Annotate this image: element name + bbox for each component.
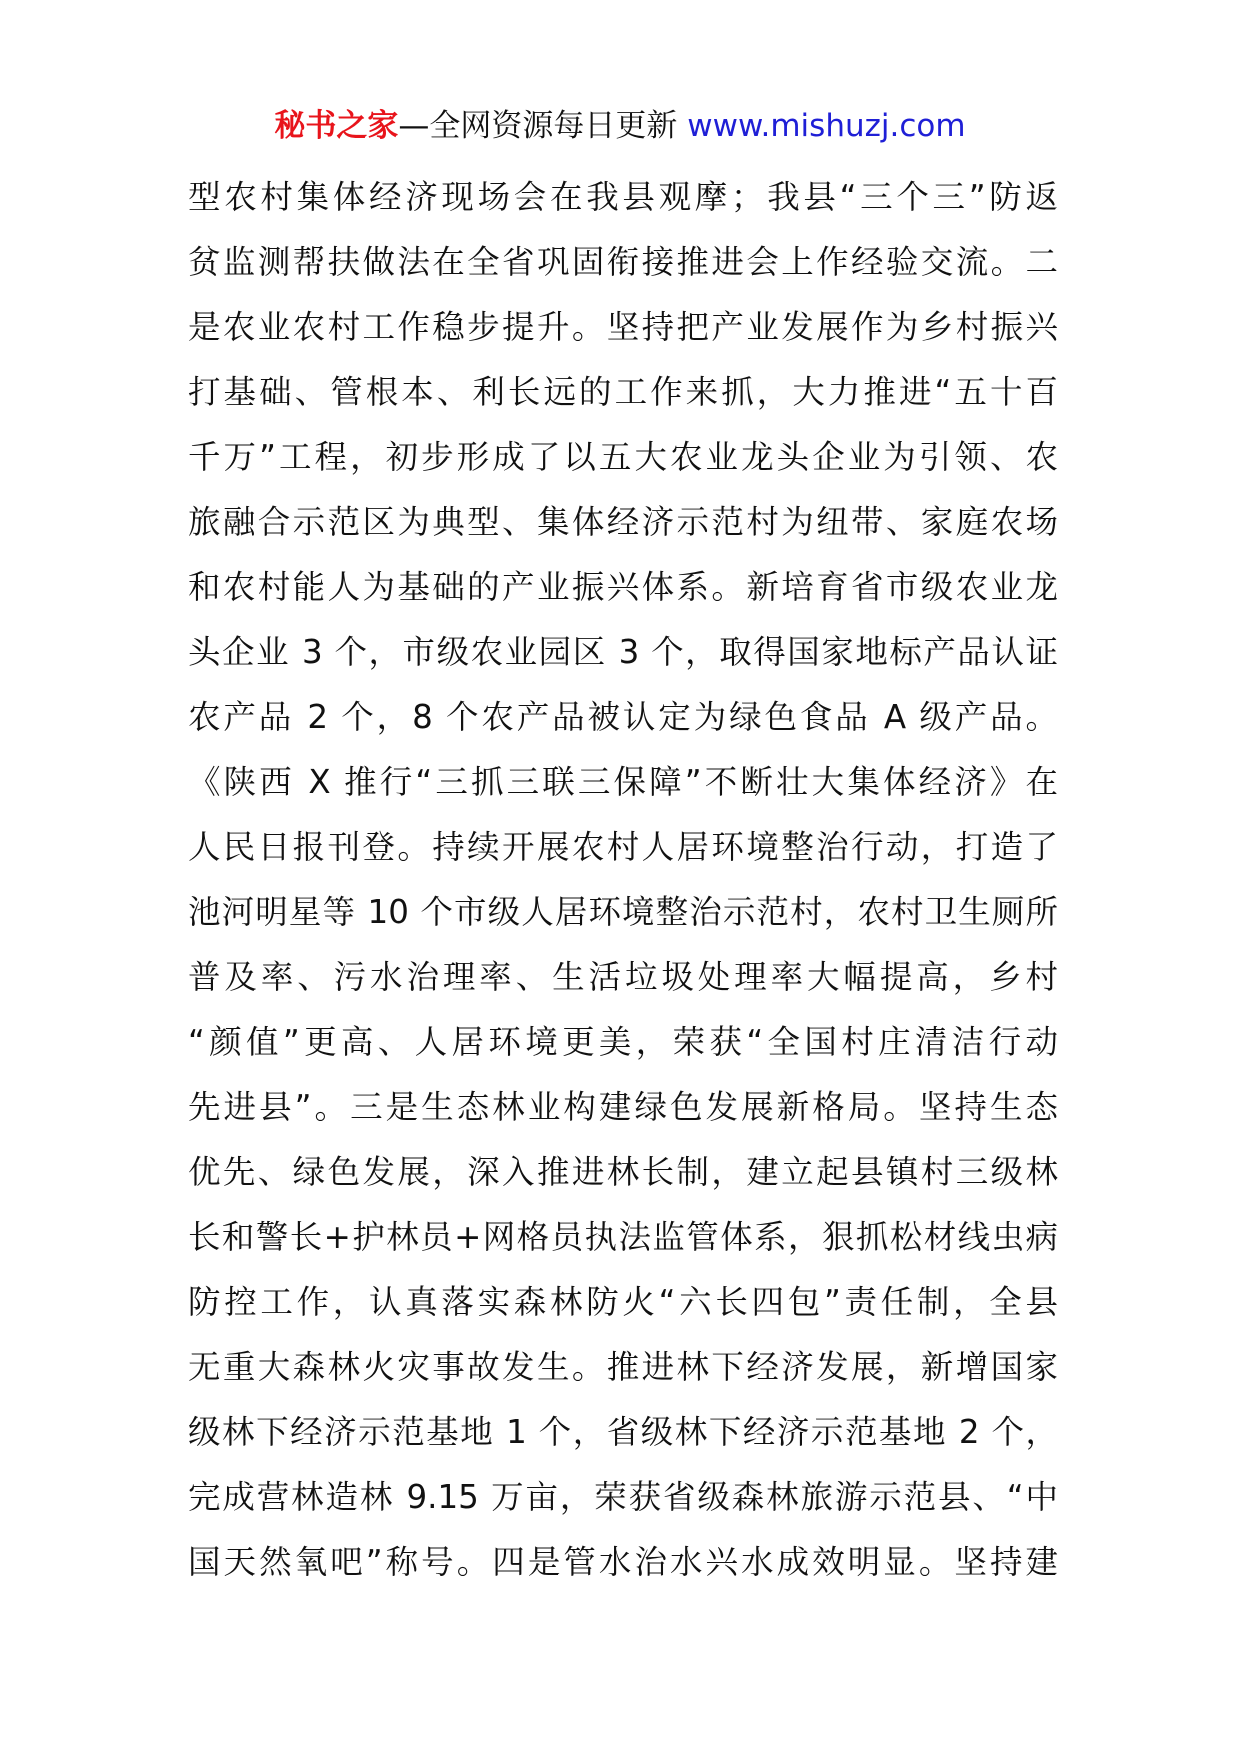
text-line: “颜值”更高、人居环境更美，荣获“全国村庄清洁行动: [188, 1023, 1058, 1061]
text-line: 长和警长+护林员+网格员执法监管体系，狠抓松材线虫病: [188, 1218, 1058, 1256]
text-line: 完成营林造林 9.15 万亩，荣获省级森林旅游示范县、“中: [188, 1478, 1058, 1516]
header-url-link[interactable]: www.mishuzj.com: [687, 108, 966, 144]
document-body: [188, 165, 1058, 1595]
text-line: 无重大森林火灾事故发生。推进林下经济发展，新增国家: [188, 1348, 1058, 1386]
text-line: 旅融合示范区为典型、集体经济示范村为纽带、家庭农场: [188, 503, 1058, 541]
text-line: 优先、绿色发展，深入推进林长制，建立起县镇村三级林: [188, 1153, 1058, 1191]
text-line: 贫监测帮扶做法在全省巩固衔接推进会上作经验交流。二: [188, 243, 1058, 281]
text-line: 是农业农村工作稳步提升。坚持把产业发展作为乡村振兴: [188, 308, 1058, 346]
text-line: 头企业 3 个，市级农业园区 3 个，取得国家地标产品认证: [188, 633, 1058, 671]
text-line: 先进县”。三是生态林业构建绿色发展新格局。坚持生态: [188, 1088, 1058, 1126]
text-line: 型农村集体经济现场会在我县观摩；我县“三个三”防返: [188, 178, 1058, 216]
text-line: 池河明星等 10 个市级人居环境整治示范村，农村卫生厕所: [188, 893, 1058, 931]
header-brand: 秘书之家: [274, 108, 399, 144]
text-line: 级林下经济示范基地 1 个，省级林下经济示范基地 2 个，: [188, 1413, 1058, 1451]
text-line: 农产品 2 个，8 个农产品被认定为绿色食品 A 级产品。: [188, 698, 1058, 736]
text-line: 人民日报刊登。持续开展农村人居环境整治行动，打造了: [188, 828, 1058, 866]
page-header: [0, 104, 1240, 148]
text-line: 和农村能人为基础的产业振兴体系。新培育省市级农业龙: [188, 568, 1058, 606]
text-line: 《陕西 X 推行“三抓三联三保障”不断壮大集体经济》在: [188, 763, 1058, 801]
text-line: 千万”工程，初步形成了以五大农业龙头企业为引领、农: [188, 438, 1058, 476]
text-line: 防控工作，认真落实森林防火“六长四包”责任制，全县: [188, 1283, 1058, 1321]
header-tagline: —全网资源每日更新: [398, 108, 688, 144]
text-line: 国天然氧吧”称号。四是管水治水兴水成效明显。坚持建: [188, 1543, 1058, 1581]
text-line: 打基础、管根本、利长远的工作来抓，大力推进“五十百: [188, 373, 1058, 411]
text-line: 普及率、污水治理率、生活垃圾处理率大幅提高，乡村: [188, 958, 1058, 996]
